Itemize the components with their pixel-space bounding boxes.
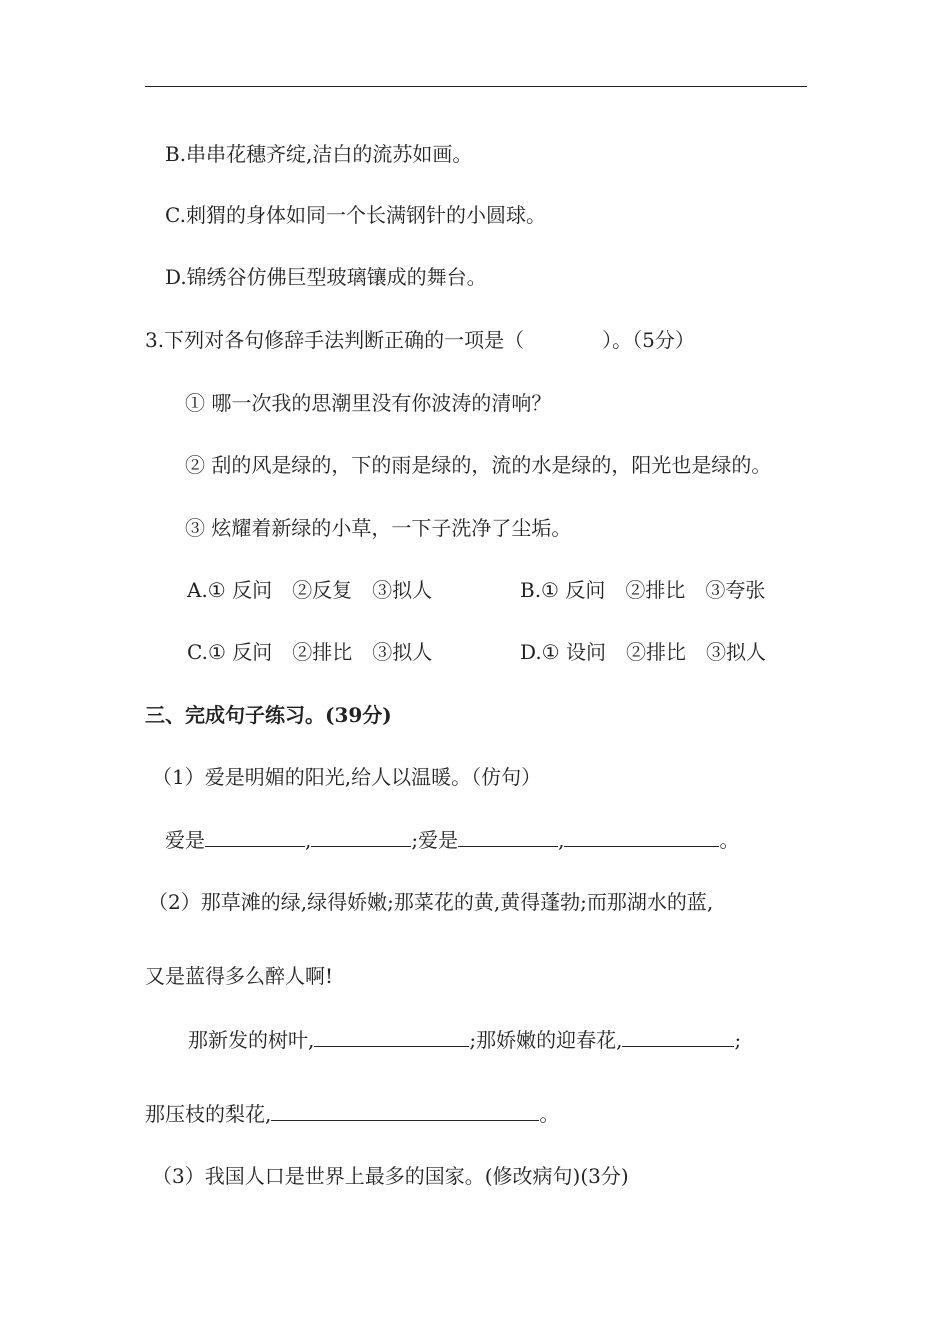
q3-choice-a[interactable]: A.① 反问 ②反复 ③拟人	[187, 578, 433, 602]
p1-lead: 爱是	[165, 828, 205, 852]
p1-comma-1: ,	[305, 828, 312, 852]
p2-blank-3[interactable]	[271, 1100, 539, 1121]
p2-lead-a: 那新发的树叶,	[188, 1028, 315, 1052]
p2-blank-2[interactable]	[622, 1026, 734, 1047]
question-3-stem	[145, 326, 695, 354]
p1-comma-2: ,	[558, 828, 565, 852]
p1-fill-line	[165, 826, 739, 854]
p1-prompt: （1）爱是明媚的阳光,给人以温暖。（仿句）	[152, 765, 542, 789]
question-3-stem-after: ）。（5分）	[602, 328, 695, 352]
p1-blank-1[interactable]	[205, 826, 305, 847]
q3-choice-c[interactable]: C.① 反问 ②排比 ③拟人	[187, 640, 433, 664]
p2-lead-b: ;那娇嫩的迎春花,	[469, 1028, 623, 1052]
p3-prompt: （3）我国人口是世界上最多的国家。(修改病句)(3分)	[152, 1164, 629, 1188]
p2-fill-line-2	[145, 1100, 559, 1128]
q3-item-1: ① 哪一次我的思潮里没有你波涛的清响？	[185, 391, 552, 415]
p2-prompt-line1: （2）那草滩的绿,绿得娇嫩;那菜花的黄,黄得蓬勃;而那湖水的蓝,	[148, 890, 714, 914]
p2-blank-1[interactable]	[314, 1026, 469, 1047]
q3-choice-b[interactable]: B.① 反问 ②排比 ③夸张	[520, 578, 766, 602]
p2-period: 。	[539, 1102, 560, 1126]
p1-blank-2[interactable]	[311, 826, 411, 847]
q3-item-2: ② 刮的风是绿的，下的雨是绿的，流的水是绿的，阳光也是绿的。	[185, 453, 772, 477]
section-3-title: 三、完成句子练习。(39分)	[145, 703, 392, 727]
question-3-stem-before: 3.下列对各句修辞手法判断正确的一项是（	[145, 328, 525, 352]
p1-mid: ;爱是	[411, 828, 459, 852]
p1-blank-3[interactable]	[458, 826, 558, 847]
p2-prompt-line2: 又是蓝得多么醉人啊!	[145, 964, 334, 988]
q3-choice-d[interactable]: D.① 设问 ②排比 ③拟人	[520, 640, 766, 664]
p1-blank-4[interactable]	[564, 826, 719, 847]
option-c: C.刺猬的身体如同一个长满钢针的小圆球。	[165, 203, 546, 227]
p2-lead-d: 那压枝的梨花,	[145, 1102, 272, 1126]
p2-fill-line-1	[188, 1026, 741, 1054]
p1-period: 。	[719, 828, 740, 852]
option-b: B.串串花穗齐绽,洁白的流苏如画。	[165, 142, 473, 166]
q3-item-3: ③ 炫耀着新绿的小草，一下子洗净了尘垢。	[185, 516, 572, 540]
header-rule	[145, 86, 807, 87]
p2-semicolon: ;	[734, 1028, 742, 1052]
option-d: D.锦绣谷仿佛巨型玻璃镶成的舞台。	[165, 265, 487, 289]
